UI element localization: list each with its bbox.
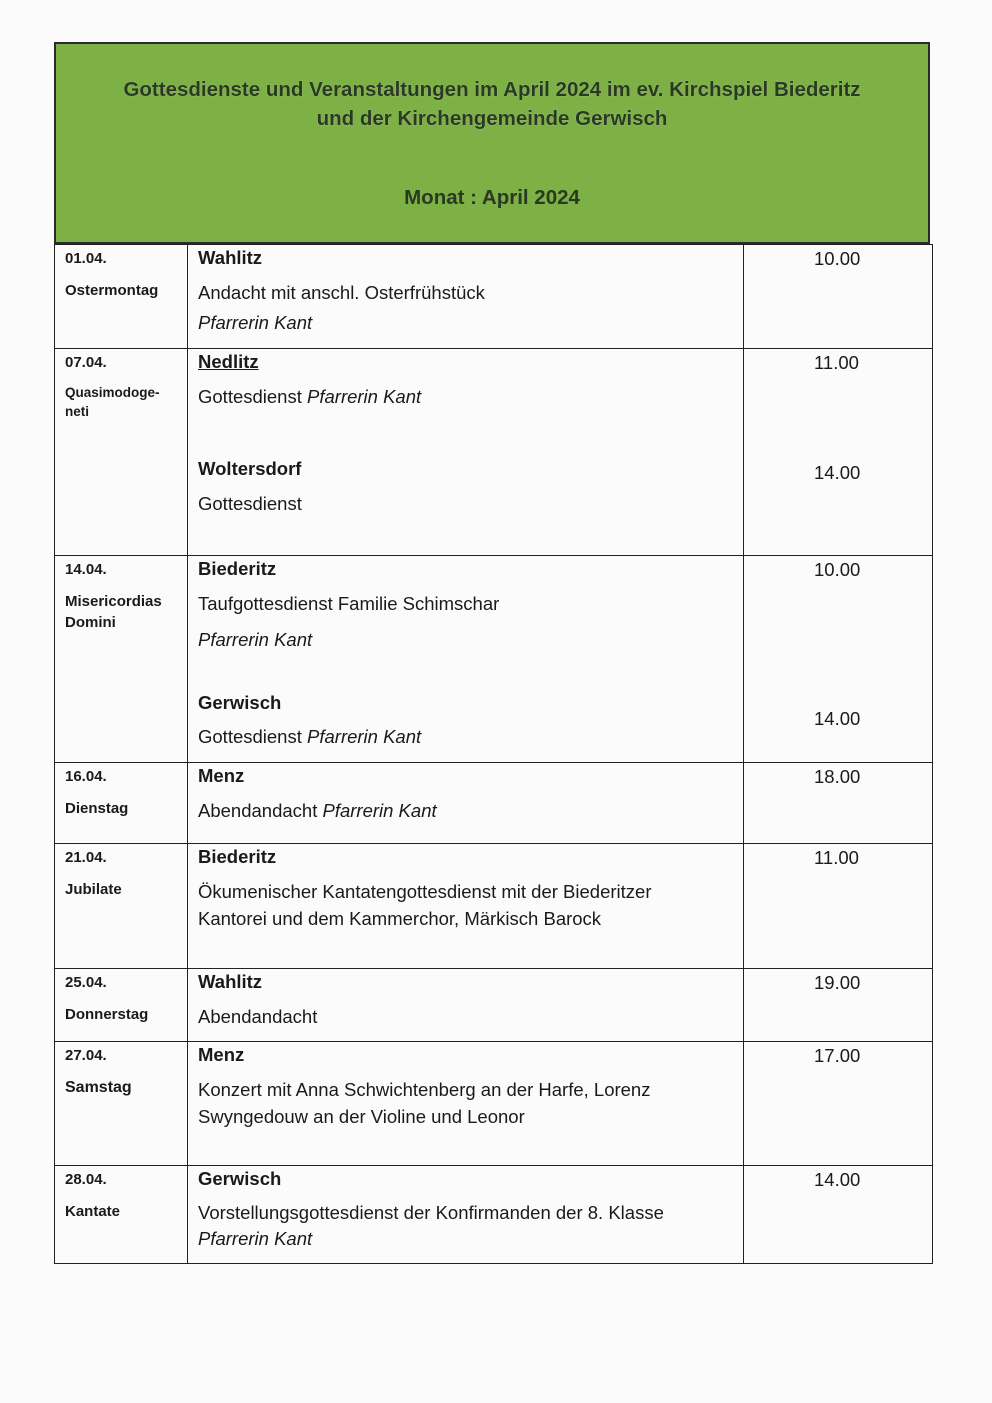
- place-name: Biederitz: [198, 558, 277, 579]
- event-description: [198, 723, 743, 750]
- date-cell: [55, 1042, 188, 1166]
- table-row: [55, 556, 933, 763]
- place-name: Wahlitz: [198, 971, 263, 992]
- day-name: Jubilate: [65, 881, 122, 898]
- place-name: Nedlitz: [198, 351, 259, 372]
- event-cell: [188, 844, 744, 969]
- table-row: [55, 763, 933, 844]
- event-cell: [188, 245, 744, 349]
- description-line: Vorstellungsgottesdienst der Konfirmanden der 8. Klasse: [198, 1202, 664, 1223]
- month-label: Monat : April 2024: [404, 186, 580, 209]
- pastor-name: Pfarrerin Kant: [307, 386, 422, 407]
- table-row: [55, 245, 933, 349]
- event-time: 18.00: [814, 766, 861, 787]
- time-cell: [744, 349, 933, 556]
- pastor-name: Pfarrerin Kant: [307, 726, 422, 747]
- event-description: Abendandacht: [198, 1006, 318, 1027]
- date-cell: [55, 1166, 188, 1264]
- day-name: Ostermontag: [65, 282, 159, 299]
- pastor-name: Pfarrerin Kant: [198, 629, 313, 650]
- day-name: Samstag: [65, 1079, 132, 1096]
- date-text: 27.04.: [65, 1047, 107, 1064]
- description-text: Abendandacht: [198, 800, 318, 821]
- description-text: Gottesdienst: [198, 386, 302, 407]
- description-line: Kantorei und dem Kammerchor, Märkisch Barock: [198, 908, 602, 929]
- event-description: Andacht mit anschl. Osterfrühstück: [198, 282, 485, 303]
- day-name: Donnerstag: [65, 1006, 149, 1023]
- time-cell: [744, 556, 933, 763]
- date-cell: [55, 763, 188, 844]
- table-row: [55, 1042, 933, 1166]
- time-cell: [744, 245, 933, 349]
- event-cell: [188, 763, 744, 844]
- event-time: 14.00: [814, 462, 861, 483]
- title-line-1: Gottesdienste und Veranstaltungen im April 2024 im ev. Kirchspiel Biederitz: [123, 78, 861, 101]
- date-text: 28.04.: [65, 1171, 107, 1188]
- event-time: 10.00: [814, 248, 861, 269]
- event-time: 11.00: [814, 352, 859, 373]
- date-cell: [55, 969, 188, 1042]
- date-cell: [55, 556, 188, 763]
- description-line: Ökumenischer Kantatengottesdienst mit der Biederitzer: [198, 881, 652, 902]
- event-cell: [188, 556, 744, 763]
- event-time: 10.00: [814, 559, 861, 580]
- place-name: Woltersdorf: [198, 458, 302, 479]
- place-name: Menz: [198, 1044, 245, 1065]
- time-cell: [744, 1166, 933, 1264]
- table-row: [55, 969, 933, 1042]
- event-cell: [188, 1042, 744, 1166]
- header-banner: [54, 42, 930, 244]
- description-line: Swyngedouw an der Violine und Leonor: [198, 1106, 525, 1127]
- date-text: 21.04.: [65, 849, 107, 866]
- event-cell: [188, 1166, 744, 1264]
- table-row: [55, 1166, 933, 1264]
- place-name: Gerwisch: [198, 1168, 282, 1189]
- date-text: 07.04.: [65, 354, 107, 371]
- place-name: Gerwisch: [198, 692, 282, 713]
- event-description: [198, 383, 743, 410]
- time-cell: [744, 844, 933, 969]
- event-description: [198, 797, 743, 824]
- time-cell: [744, 969, 933, 1042]
- pastor-name: Pfarrerin Kant: [198, 312, 313, 333]
- place-name: Wahlitz: [198, 247, 263, 268]
- event-description: [198, 1076, 743, 1130]
- description-text: Gottesdienst: [198, 726, 302, 747]
- event-description: [198, 878, 743, 932]
- event-time: 14.00: [814, 1169, 861, 1190]
- title-line-2: und der Kirchengemeinde Gerwisch: [316, 107, 668, 130]
- time-cell: [744, 1042, 933, 1166]
- date-cell: [55, 245, 188, 349]
- date-text: 25.04.: [65, 974, 107, 991]
- schedule-table: [54, 244, 933, 1264]
- time-cell: [744, 763, 933, 844]
- event-time: 14.00: [814, 708, 861, 729]
- date-text: 14.04.: [65, 561, 107, 578]
- date-text: 16.04.: [65, 768, 107, 785]
- pastor-name: Pfarrerin Kant: [198, 1228, 313, 1249]
- place-name: Menz: [198, 765, 245, 786]
- event-cell: [188, 969, 744, 1042]
- day-name: Misericordias Domini: [65, 593, 162, 631]
- place-name: Biederitz: [198, 846, 277, 867]
- day-name: Dienstag: [65, 800, 129, 817]
- day-name: Quasimodoge- neti: [65, 385, 160, 419]
- day-name: Kantate: [65, 1203, 121, 1220]
- event-time: 19.00: [814, 972, 861, 993]
- description-line: Konzert mit Anna Schwichtenberg an der Harfe, Lorenz: [198, 1079, 651, 1100]
- event-description: [198, 1200, 743, 1252]
- pastor-name: Pfarrerin Kant: [322, 800, 437, 821]
- event-time: 17.00: [814, 1045, 861, 1066]
- date-text: 01.04.: [65, 250, 107, 267]
- table-row: [55, 349, 933, 556]
- event-description: Taufgottesdienst Familie Schimschar: [198, 593, 500, 614]
- table-row: [55, 844, 933, 969]
- date-cell: [55, 844, 188, 969]
- event-cell: [188, 349, 744, 556]
- date-cell: [55, 349, 188, 556]
- event-description: Gottesdienst: [198, 493, 302, 514]
- event-time: 11.00: [814, 847, 859, 868]
